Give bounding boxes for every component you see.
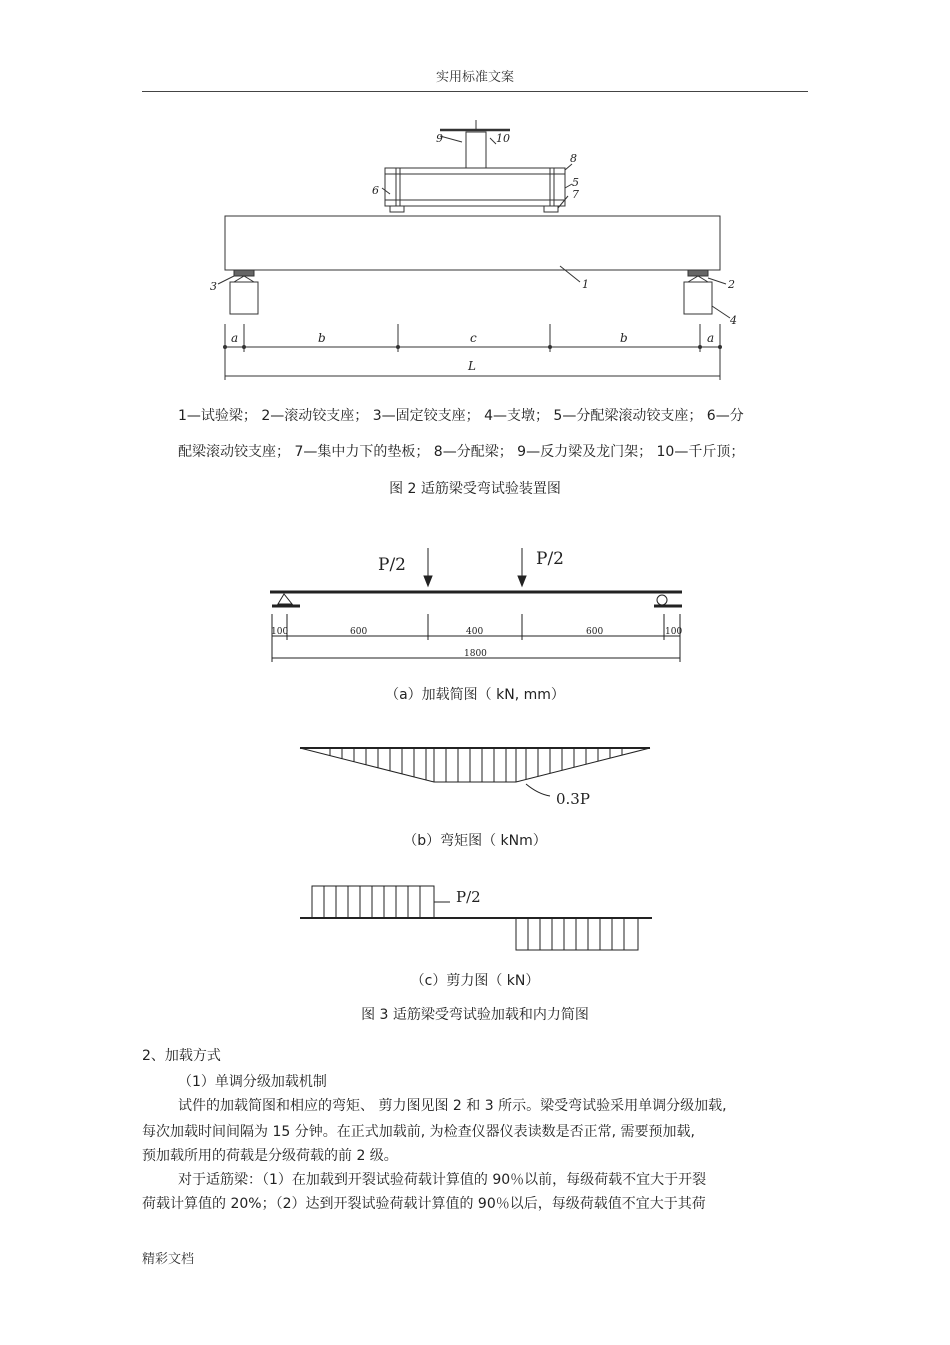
fig3b-caption: （b）弯矩图（ kNm） xyxy=(403,833,547,849)
dim-b-left: b xyxy=(318,331,326,345)
paragraph-line: 每次加载时间间隔为 15 分钟。在正式加载前, 为检查仪器仪表读数是否正常, 需要预加载, xyxy=(142,1124,695,1140)
fig3a-caption: （a）加载简图（ kN, mm） xyxy=(385,687,565,703)
load-label-right: P/2 xyxy=(536,549,564,569)
dim-a-left: a xyxy=(231,331,239,345)
moment-hatching xyxy=(330,748,622,782)
moment-label: 0.3P xyxy=(556,790,590,808)
label-1: 1 xyxy=(582,278,589,291)
section-subheading: （1）单调分级加载机制 xyxy=(178,1074,327,1090)
dim-a-right: a xyxy=(707,331,715,345)
dim-100-left: 100 xyxy=(271,627,289,637)
label-10: 10 xyxy=(496,132,510,145)
moment-diagram xyxy=(290,738,670,808)
test-setup-figure xyxy=(200,118,760,388)
right-pier xyxy=(684,282,712,314)
dim-600-right: 600 xyxy=(586,627,604,637)
label-5: 5 xyxy=(572,176,579,189)
paragraph-line: 预加载所用的荷载是分级荷载的前 2 级。 xyxy=(142,1148,398,1164)
paragraph-line: 试件的加载简图和相应的弯矩、 剪力图见图 2 和 3 所示。梁受弯试验采用单调分级加载, xyxy=(178,1098,727,1114)
label-7: 7 xyxy=(572,188,579,201)
label-3: 3 xyxy=(210,280,217,293)
dim-b-right: b xyxy=(620,331,628,345)
left-pier xyxy=(230,282,258,314)
shear-negative xyxy=(516,918,638,950)
shear-label: P/2 xyxy=(456,888,481,906)
dim-L: L xyxy=(468,359,476,373)
dim-c: c xyxy=(470,331,477,345)
fig2-legend-line1: 1—试验梁； 2—滚动铰支座； 3—固定铰支座； 4—支墩； 5—分配梁滚动铰支座； 6—分 xyxy=(178,408,744,424)
load-label-left: P/2 xyxy=(378,555,406,575)
page-header: 实用标准文案 xyxy=(435,70,514,85)
fig2-legend-line2: 配梁滚动铰支座； 7—集中力下的垫板； 8—分配梁； 9—反力梁及龙门架； 10—千斤顶； xyxy=(178,444,745,460)
dim-100-right: 100 xyxy=(665,627,683,637)
label-9: 9 xyxy=(436,132,443,145)
label-6: 6 xyxy=(372,184,379,197)
fig2-caption: 图 2 适筋梁受弯试验装置图 xyxy=(389,481,561,497)
fig3-caption: 图 3 适筋梁受弯试验加载和内力简图 xyxy=(361,1007,589,1023)
page-footer: 精彩文档 xyxy=(142,1252,195,1267)
shear-diagram xyxy=(290,878,670,954)
dim-600-left: 600 xyxy=(350,627,368,637)
fig3c-caption: （c）剪力图（ kN） xyxy=(410,973,540,989)
section-heading: 2、加载方式 xyxy=(142,1048,221,1064)
label-8: 8 xyxy=(570,152,577,165)
label-4: 4 xyxy=(730,314,737,327)
dim-400: 400 xyxy=(466,627,484,637)
header-rule xyxy=(142,91,808,92)
paragraph-line: 对于适筋梁：（1）在加载到开裂试验荷载计算值的 90％以前，每级荷载不宜大于开裂 xyxy=(178,1172,707,1188)
jack xyxy=(466,132,486,168)
dim-1800: 1800 xyxy=(464,649,487,659)
test-beam xyxy=(225,216,720,270)
label-2: 2 xyxy=(728,278,735,291)
paragraph-line: 荷载计算值的 20%；（2）达到开裂试验荷载计算值的 90％以后，每级荷载值不宜大于其荷 xyxy=(142,1196,706,1212)
shear-positive xyxy=(312,886,434,918)
loading-diagram xyxy=(260,540,690,665)
